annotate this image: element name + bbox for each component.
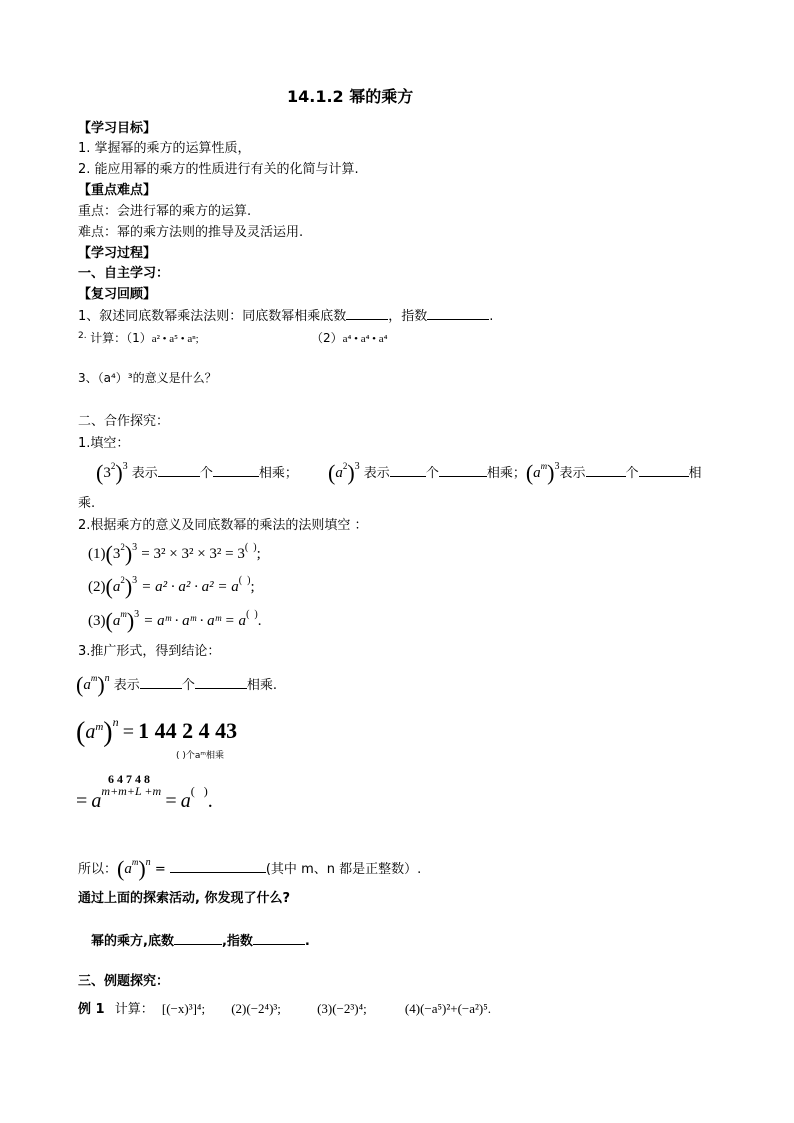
review-item-2-expr-2: a⁴ • a⁴ • a⁴: [342, 333, 388, 345]
paren-left: (: [105, 574, 113, 599]
fill-means-2: 表示: [363, 466, 390, 481]
example-1-expr-2: (2)(−2⁴)³;: [231, 1001, 281, 1016]
paren-right: ): [124, 574, 133, 599]
review-item-1-text-b: ，指数: [388, 309, 428, 324]
review-item-1-text: 1、叙述同底数幂乘法法则：同底数幂相乘底数: [78, 309, 347, 324]
equation-1: $(1)(3^2)^3 = 3^2 \times 3^2 \times 3^2 = 3^{( )}$;: [88, 541, 261, 566]
fill-multiply-2: 相乘；: [486, 466, 526, 481]
fill-ge-1: 个: [199, 466, 213, 481]
paren-left: (: [105, 541, 113, 566]
process-header: 【学习过程】: [78, 246, 157, 261]
example-1-line: [78, 1000, 491, 1019]
fill-xiang: 相: [688, 466, 702, 481]
blank-fill-1a[interactable]: [158, 464, 200, 477]
example-1-expr-3: (3)(−2³)⁴;: [317, 1001, 367, 1016]
fill-header: 1.填空：: [78, 436, 130, 451]
blank-general-b[interactable]: [195, 676, 247, 689]
general-means: 表示: [113, 678, 140, 693]
so-label: 所以：: [78, 862, 118, 877]
page-title: 14.1.2 幂的乘方: [287, 87, 414, 106]
example-label: 例 1: [78, 1002, 105, 1017]
fill-line-1: $(3^2)^3$ 表示 个 相乘；: [96, 460, 298, 485]
garbled-brace: 1 44 2 4 43: [138, 718, 238, 743]
equation-2: $(2)(a^2)^3 = a^2 \cdot a^2 \cdot a^2 = a^{( )}$;: [88, 574, 255, 599]
eq3-rhs: = aᵐ · aᵐ · aᵐ = a: [143, 613, 247, 629]
general-mult: 相乘.: [246, 678, 277, 693]
eq3-blank-exp[interactable]: ( ): [246, 609, 258, 620]
derivation-line-2: = am+m+L +m = a( ).: [76, 784, 213, 812]
eq3-label: (3): [88, 613, 106, 629]
key-point: 重点：会进行幂的乘方的运算.: [78, 204, 252, 219]
paren-right: ): [347, 460, 355, 485]
so-rest: (其中 m、n 都是正整数）.: [265, 862, 422, 877]
fill-ge-2: 个: [425, 466, 439, 481]
fill-line-2: $(a^2)^3$ 表示 个 相乘；$(a^m)^3$表示 个 相: [328, 460, 702, 485]
paren-left: (: [105, 608, 113, 633]
eq2-end: ;: [250, 579, 255, 595]
eq1-blank-exp[interactable]: ( ): [244, 542, 257, 553]
eq1-end: ;: [256, 546, 261, 562]
paren-right: ): [115, 460, 123, 485]
blank-fill-3a[interactable]: [586, 464, 626, 477]
eq2-label: (2): [88, 579, 106, 595]
blank-finding-base[interactable]: [174, 932, 222, 945]
blank-fill-1b[interactable]: [213, 464, 259, 477]
blank-base[interactable]: [346, 307, 388, 320]
question-line: 通过上面的探索活动, 你发现了什么?: [78, 891, 291, 906]
example-1-expr-1: [(−x)³]⁴;: [161, 1001, 206, 1016]
key-header: 【重点难点】: [78, 183, 157, 198]
paren-right: ): [547, 460, 555, 485]
part-two-heading: 二、合作探究：: [78, 414, 170, 429]
paren-left: (: [96, 460, 104, 485]
fill-means-3: 表示: [559, 466, 586, 481]
review-item-3: 3、（a⁴）³的意义是什么？: [78, 371, 217, 385]
blank-fill-2b[interactable]: [439, 464, 487, 477]
review-item-2: [78, 329, 199, 349]
eq3-end: .: [257, 613, 262, 629]
derivation-line-1: $(a^m)n = 1$ 44 2 4 43: [76, 715, 238, 748]
part-three-heading: 三、例题探究：: [78, 974, 170, 989]
paren-right: ): [138, 856, 146, 881]
review-item-2-part-2: [311, 329, 388, 348]
blank-exponent[interactable]: [427, 307, 489, 320]
blank-general-a[interactable]: [140, 676, 182, 689]
paren-right: ): [97, 672, 105, 697]
eq2-rhs: = a² · a² · a² = a: [141, 579, 239, 595]
paren-right: ): [124, 541, 133, 566]
review-item-2-label-2: （2）: [311, 331, 343, 345]
eq1-rhs: = 3² × 3² × 3² = 3: [141, 546, 245, 562]
paren-right: ): [103, 717, 113, 748]
part-one-heading: 一、自主学习：: [78, 266, 170, 281]
paren-left: (: [76, 717, 86, 748]
difficulty-point: 难点：幂的乘方法则的推导及灵活运用.: [78, 225, 304, 240]
review-item-1: [78, 307, 493, 326]
blank-fill-2a[interactable]: [390, 464, 426, 477]
step-two-text: 2.根据乘方的意义及同底数幂的乘法的法则填空 ：: [78, 518, 368, 533]
review-header: 【复习回顾】: [78, 287, 157, 302]
equation-3: $(3)(a^m)^3$ = aᵐ · aᵐ · aᵐ = a( ).: [88, 608, 262, 633]
paren-left: (: [76, 672, 84, 697]
fill-line-cont: 乘.: [78, 496, 96, 511]
step-three-text: 3.推广形式，得到结论：: [78, 644, 221, 659]
derivation-blank-exp[interactable]: ( ): [190, 784, 208, 798]
fill-multiply-1: 相乘；: [258, 466, 298, 481]
blank-result[interactable]: [170, 860, 266, 873]
review-item-2-expr-1: a² • a⁵ • aⁿ;: [151, 333, 199, 345]
finding-line: [91, 932, 310, 951]
exponent-sum: m+m+L +m: [101, 784, 162, 798]
review-item-1-end: .: [489, 309, 494, 324]
eq2-blank-exp[interactable]: ( ): [238, 575, 251, 586]
example-compute: 计算：: [114, 1002, 154, 1017]
goal-1: 1. 掌握幂的乘方的运算性质，: [78, 141, 251, 156]
eq1-label: (1): [88, 546, 106, 562]
example-1-expr-4: (4)(−a⁵)²+(−a²)⁵.: [404, 1001, 492, 1016]
garbled-exp: 6 4 7 4 8: [108, 772, 150, 786]
fill-ge-3: 个: [625, 466, 639, 481]
goal-2: 2. 能应用幂的乘方的性质进行有关的化简与计算.: [78, 162, 359, 177]
goals-header: 【学习目标】: [78, 121, 157, 136]
finding-base: 幂的乘方,底数: [91, 934, 174, 949]
blank-finding-exp[interactable]: [253, 932, 305, 945]
finding-exp: ,指数: [221, 934, 253, 949]
paren-right: ): [126, 608, 135, 633]
general-form-line: $(a^m)^n$ 表示 个 相乘.: [76, 672, 277, 697]
paren-left: (: [328, 460, 336, 485]
finding-end: .: [304, 934, 310, 949]
so-line: 所以：$(a^m)^n$ = (其中 m、n 都是正整数）.: [78, 856, 422, 881]
review-item-2-label: 计算：（1）: [90, 331, 152, 345]
paren-left: (: [117, 856, 125, 881]
fill-means-1: 表示: [131, 466, 158, 481]
general-ge: 个: [181, 678, 195, 693]
paren-left: (: [525, 460, 534, 485]
blank-fill-3b[interactable]: [639, 464, 689, 477]
brace-note: ( )个aᵐ相乘: [176, 751, 225, 761]
review-item-2-number: 2.: [78, 331, 87, 341]
